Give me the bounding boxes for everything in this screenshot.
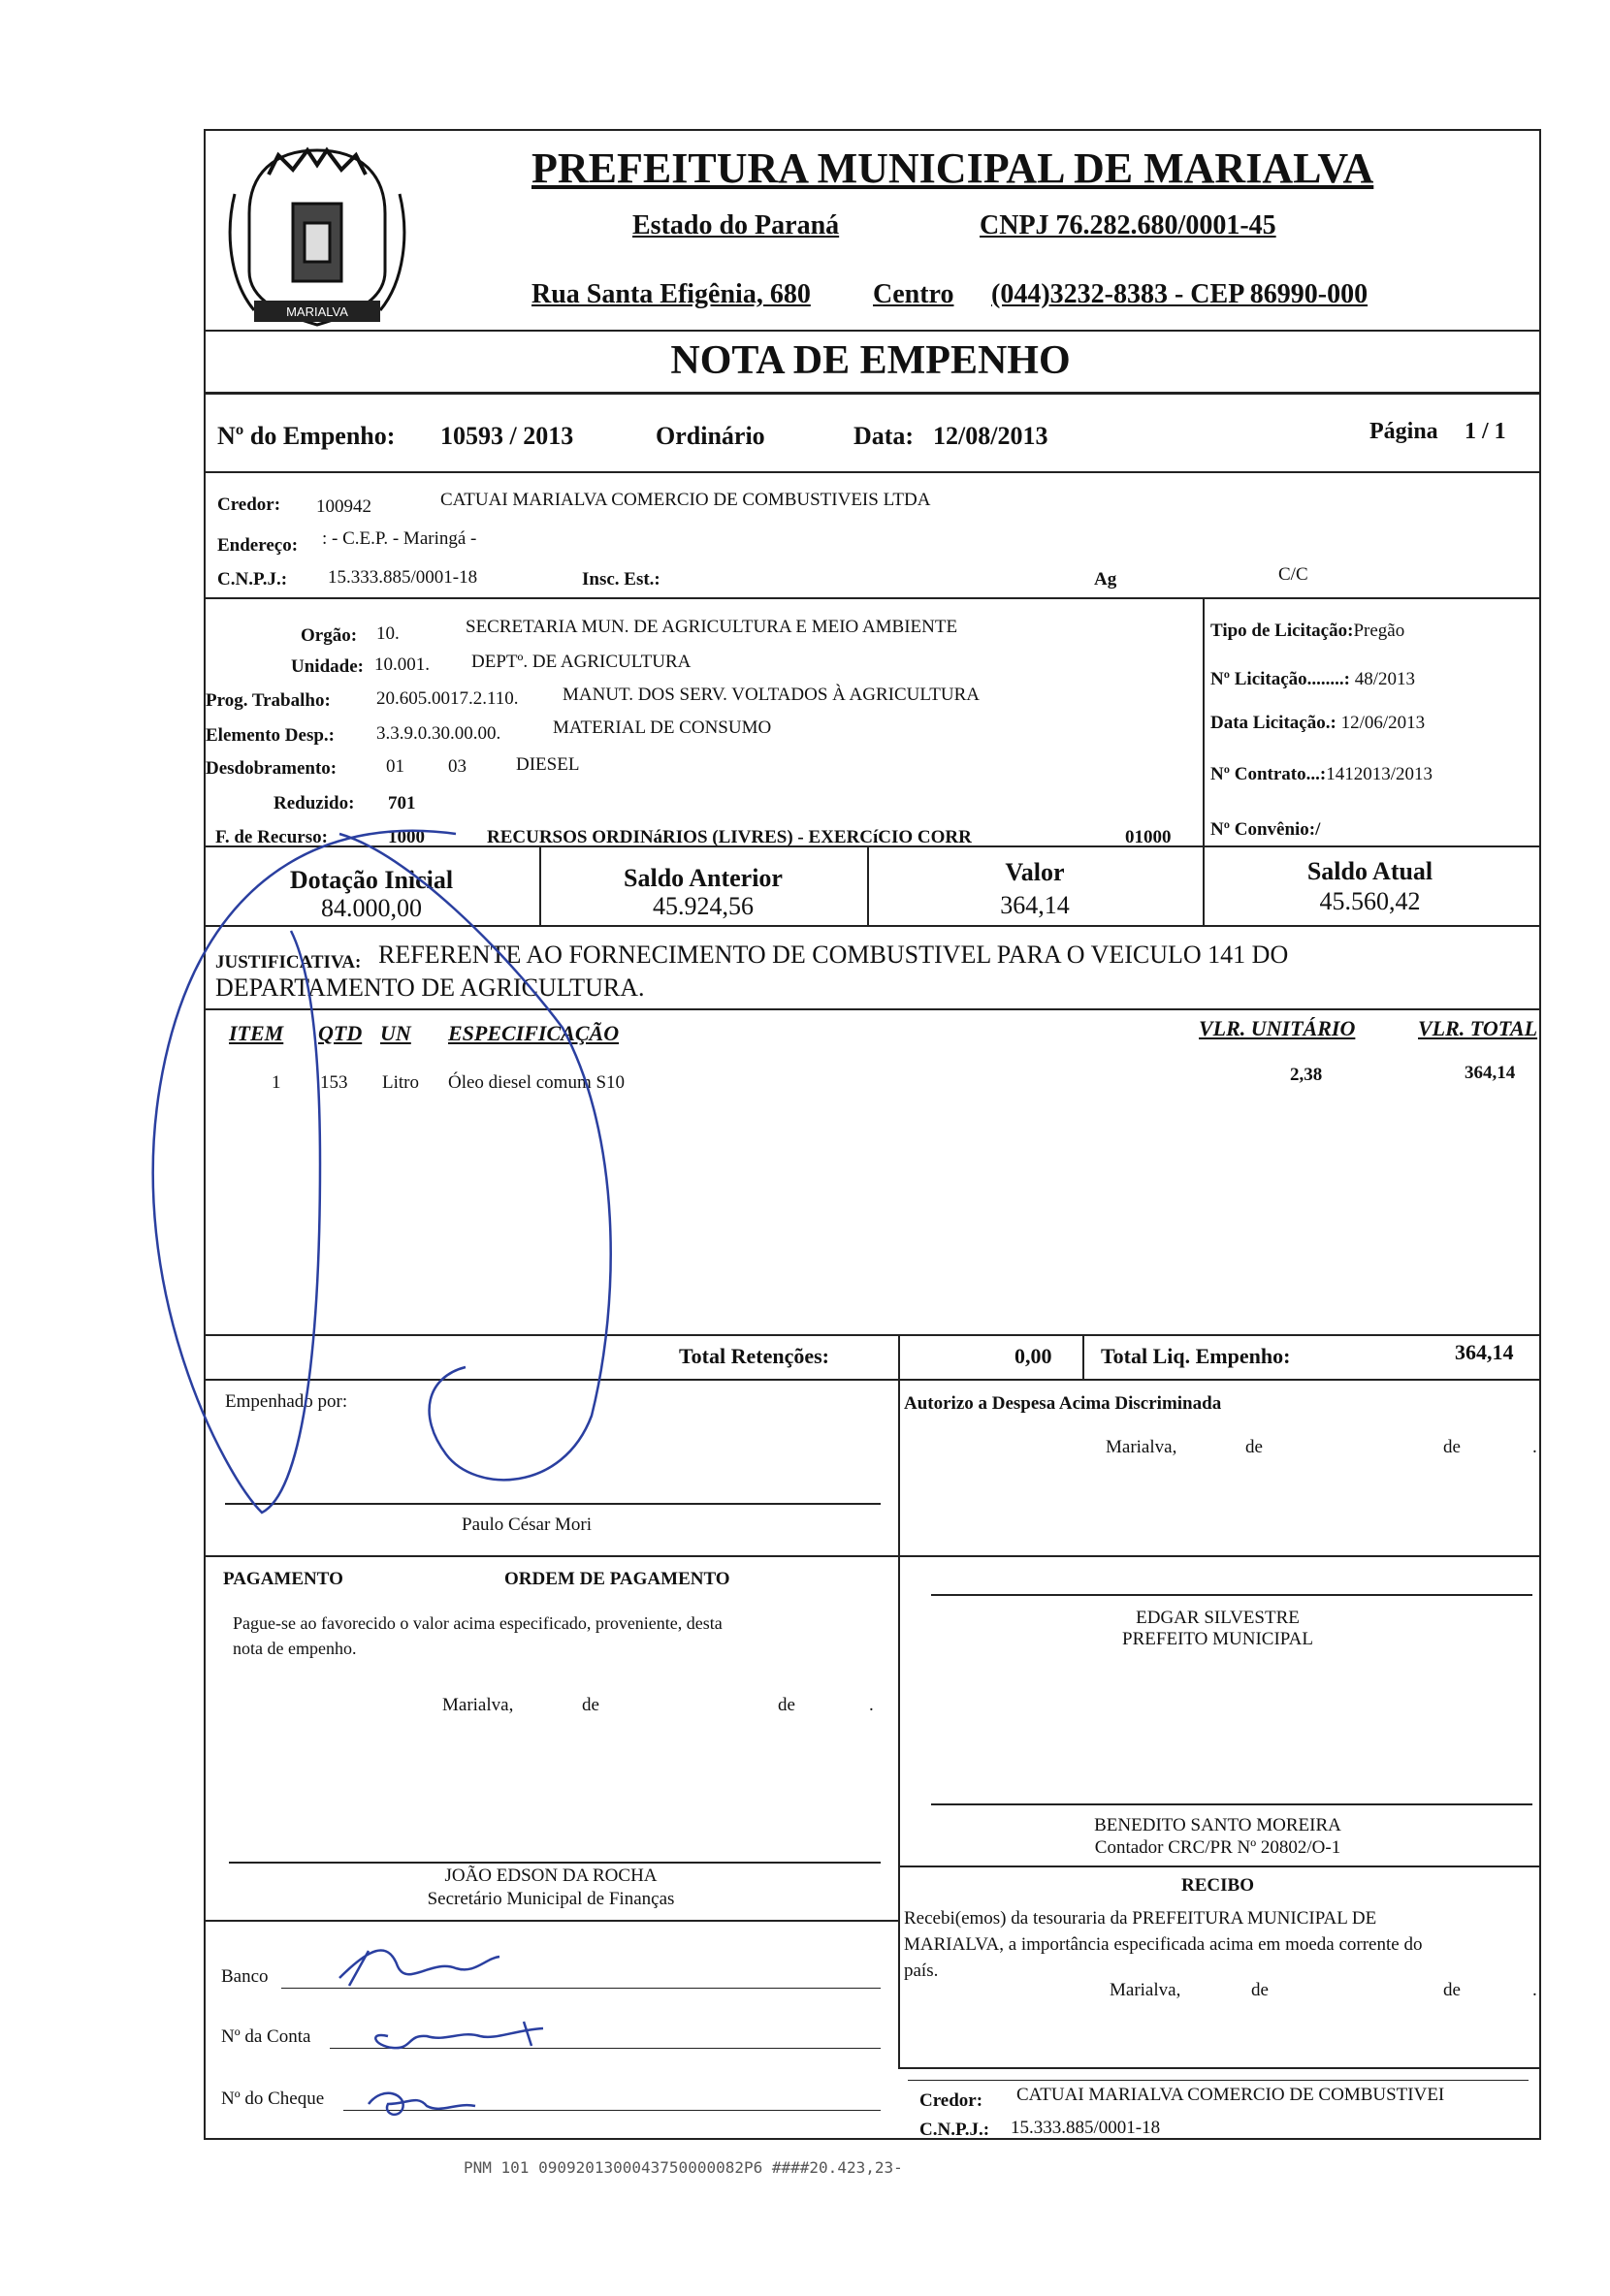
empenhado-label: Empenhado por: bbox=[225, 1391, 348, 1412]
empenhado-name: Paulo César Mori bbox=[462, 1515, 593, 1535]
recibo-line3: país. bbox=[904, 1961, 939, 1981]
col-total: VLR. TOTAL bbox=[1418, 1016, 1538, 1040]
banco-label: Banco bbox=[221, 1966, 269, 1987]
contrato-numero: Nº Contrato...:1412013/2013 bbox=[1210, 764, 1433, 784]
page-number: 1 / 1 bbox=[1465, 419, 1506, 444]
credor-footer-label: Credor: bbox=[919, 2090, 983, 2111]
orgao-name: SECRETARIA MUN. DE AGRICULTURA E MEIO AMBIENTE bbox=[466, 617, 958, 637]
convenio-label: Nº Convênio:/ bbox=[1210, 819, 1321, 840]
address-field-label: Endereço: bbox=[217, 535, 299, 556]
row-item: 1 bbox=[272, 1072, 281, 1093]
conta-signature-icon bbox=[375, 2022, 543, 2048]
address-label: Rua Santa Efigênia, 680 bbox=[531, 279, 811, 309]
cheque-signature-icon bbox=[369, 2093, 475, 2115]
empenho-date: 12/08/2013 bbox=[933, 422, 1048, 450]
ag-label: Ag bbox=[1094, 569, 1117, 590]
secretario-title: Secretário Municipal de Finanças bbox=[427, 1889, 675, 1909]
row-qtd: 153 bbox=[320, 1072, 348, 1093]
col-spec: ESPECIFICAÇÃO bbox=[448, 1021, 620, 1045]
prog-label: Prog. Trabalho: bbox=[206, 690, 331, 711]
autorizo-city: Marialva, bbox=[1106, 1437, 1177, 1457]
doc-title: NOTA DE EMPENHO bbox=[670, 338, 1071, 383]
unidade-code: 10.001. bbox=[374, 654, 430, 675]
desdobramento-a: 01 bbox=[386, 756, 404, 777]
pagamento-text2: nota de empenho. bbox=[233, 1639, 357, 1658]
row-total: 364,14 bbox=[1465, 1063, 1516, 1083]
svg-text:MARIALVA: MARIALVA bbox=[286, 304, 348, 319]
credor-footer-cnpj-label: C.N.P.J.: bbox=[919, 2120, 990, 2140]
reduzido-value: 701 bbox=[388, 793, 416, 813]
empenho-type: Ordinário bbox=[656, 422, 765, 450]
licitacao-data: Data Licitação.: 12/06/2013 bbox=[1210, 713, 1426, 733]
pagamento-dot: . bbox=[869, 1695, 874, 1715]
row-unit: 2,38 bbox=[1290, 1065, 1323, 1085]
retencoes-value: 0,00 bbox=[1014, 1344, 1052, 1368]
prefeito-name: EDGAR SILVESTRE bbox=[1136, 1608, 1300, 1628]
justificativa-line1: REFERENTE AO FORNECIMENTO DE COMBUSTIVEL PARA O VEICULO 141 DO bbox=[378, 941, 1289, 969]
prog-name: MANUT. DOS SERV. VOLTADOS À AGRICULTURA bbox=[563, 685, 980, 705]
recibo-dot: . bbox=[1532, 1980, 1537, 2000]
conta-label: Nº da Conta bbox=[221, 2026, 311, 2047]
pagamento-label: PAGAMENTO bbox=[223, 1569, 343, 1589]
prog-code: 20.605.0017.2.110. bbox=[376, 688, 519, 709]
empenho-date-label: Data: bbox=[853, 422, 915, 450]
state-label: Estado do Paraná bbox=[632, 210, 840, 240]
dotacao-label: Dotação Inicial bbox=[289, 866, 454, 894]
saldo-anterior-value: 45.924,56 bbox=[653, 892, 754, 920]
orgao-label: Orgão: bbox=[301, 625, 358, 646]
cnpj-label: CNPJ 76.282.680/0001-45 bbox=[980, 210, 1276, 240]
desdobramento-label: Desdobramento: bbox=[206, 758, 338, 779]
valor-value: 364,14 bbox=[1000, 891, 1070, 919]
licitacao-tipo: Tipo de Licitação:Pregão bbox=[1210, 621, 1405, 641]
page-title: PREFEITURA MUNICIPAL DE MARIALVA bbox=[531, 144, 1374, 192]
recibo-city: Marialva, bbox=[1110, 1980, 1181, 2000]
pagamento-city: Marialva, bbox=[442, 1695, 514, 1715]
recurso-label: F. de Recurso: bbox=[215, 827, 328, 847]
col-un: UN bbox=[380, 1021, 411, 1045]
recibo-de2: de bbox=[1443, 1980, 1461, 2000]
recurso-code: 1000 bbox=[388, 827, 425, 847]
row-spec: Óleo diesel comum S10 bbox=[448, 1072, 626, 1093]
recibo-line1: Recebi(emos) da tesouraria da PREFEITURA MUNICIPAL DE bbox=[904, 1908, 1377, 1929]
signature-loop-icon bbox=[153, 831, 456, 1513]
saldo-anterior-label: Saldo Anterior bbox=[624, 864, 783, 892]
credor-address: : - C.E.P. - Maringá - bbox=[322, 528, 477, 549]
recurso-number: 01000 bbox=[1125, 827, 1172, 847]
recibo-line2: MARIALVA, a importância especificada acima em moeda corrente do bbox=[904, 1934, 1423, 1955]
autorizo-de1: de bbox=[1245, 1437, 1263, 1457]
retencoes-label: Total Retenções: bbox=[679, 1344, 829, 1368]
credor-cnpj: 15.333.885/0001-18 bbox=[328, 567, 478, 588]
cnpj-field-label: C.N.P.J.: bbox=[217, 569, 288, 590]
prefeito-title: PREFEITO MUNICIPAL bbox=[1122, 1629, 1313, 1649]
credor-footer-name: CATUAI MARIALVA COMERCIO DE COMBUSTIVEI bbox=[1016, 2085, 1445, 2105]
elemento-name: MATERIAL DE CONSUMO bbox=[553, 718, 772, 738]
autorizo-de2: de bbox=[1443, 1437, 1461, 1457]
licitacao-numero: Nº Licitação........: 48/2013 bbox=[1210, 669, 1416, 689]
pagamento-text1: Pague-se ao favorecido o valor acima especificado, proveniente, desta bbox=[233, 1613, 723, 1633]
contador-name: BENEDITO SANTO MOREIRA bbox=[1094, 1815, 1341, 1835]
credor-code: 100942 bbox=[316, 496, 371, 517]
empenho-number: 10593 / 2013 bbox=[440, 422, 574, 450]
desdobramento-name: DIESEL bbox=[516, 754, 580, 775]
contador-title: Contador CRC/PR Nº 20802/O-1 bbox=[1094, 1837, 1341, 1858]
signature-oval-icon bbox=[339, 834, 611, 1480]
credor-label: Credor: bbox=[217, 494, 281, 515]
col-item: ITEM bbox=[229, 1021, 284, 1045]
liq-label: Total Liq. Empenho: bbox=[1101, 1344, 1291, 1368]
autorizo-label: Autorizo a Despesa Acima Discriminada bbox=[904, 1393, 1222, 1414]
justificativa-line2: DEPARTAMENTO DE AGRICULTURA. bbox=[215, 973, 645, 1002]
secretario-name: JOÃO EDSON DA ROCHA bbox=[444, 1866, 658, 1886]
credor-name: CATUAI MARIALVA COMERCIO DE COMBUSTIVEIS LTDA bbox=[440, 490, 931, 510]
pagamento-de2: de bbox=[778, 1695, 795, 1715]
recibo-de1: de bbox=[1251, 1980, 1269, 2000]
valor-label: Valor bbox=[1005, 858, 1065, 886]
unidade-name: DEPTº. DE AGRICULTURA bbox=[471, 652, 692, 672]
col-unit: VLR. UNITÁRIO bbox=[1199, 1016, 1356, 1040]
orgao-code: 10. bbox=[376, 623, 400, 644]
empenho-number-label: Nº do Empenho: bbox=[217, 422, 396, 450]
justificativa-label: JUSTIFICATIVA: bbox=[215, 952, 362, 973]
recurso-name: RECURSOS ORDINáRIOS (LIVRES) - EXERCíCIO CORR bbox=[487, 827, 972, 847]
liq-value: 364,14 bbox=[1455, 1340, 1514, 1364]
pagamento-de1: de bbox=[582, 1695, 599, 1715]
phone-cep-label: (044)3232-8383 - CEP 86990-000 bbox=[991, 279, 1368, 309]
saldo-atual-label: Saldo Atual bbox=[1306, 857, 1433, 885]
cheque-label: Nº do Cheque bbox=[221, 2089, 325, 2109]
banco-signature-icon bbox=[339, 1950, 499, 1986]
col-qtd: QTD bbox=[318, 1021, 363, 1045]
footer-code: PNM 101 0909201300043750000082P6 ####20.423,23- bbox=[464, 2158, 903, 2177]
saldo-atual-value: 45.560,42 bbox=[1319, 887, 1421, 915]
desdobramento-b: 03 bbox=[448, 756, 467, 777]
autorizo-dot: . bbox=[1532, 1437, 1537, 1457]
dotacao-value: 84.000,00 bbox=[321, 894, 422, 922]
unidade-label: Unidade: bbox=[291, 656, 364, 677]
page-label: Página bbox=[1369, 419, 1438, 444]
district-label: Centro bbox=[873, 279, 954, 309]
insc-label: Insc. Est.: bbox=[582, 569, 660, 590]
ordem-label: ORDEM DE PAGAMENTO bbox=[504, 1569, 730, 1589]
row-un: Litro bbox=[382, 1072, 419, 1093]
elemento-code: 3.3.9.0.30.00.00. bbox=[376, 723, 501, 744]
credor-footer-cnpj: 15.333.885/0001-18 bbox=[1011, 2118, 1161, 2138]
recibo-label: RECIBO bbox=[1181, 1875, 1254, 1896]
elemento-label: Elemento Desp.: bbox=[206, 725, 335, 746]
cc-label: C/C bbox=[1278, 564, 1308, 585]
reduzido-label: Reduzido: bbox=[274, 793, 355, 813]
